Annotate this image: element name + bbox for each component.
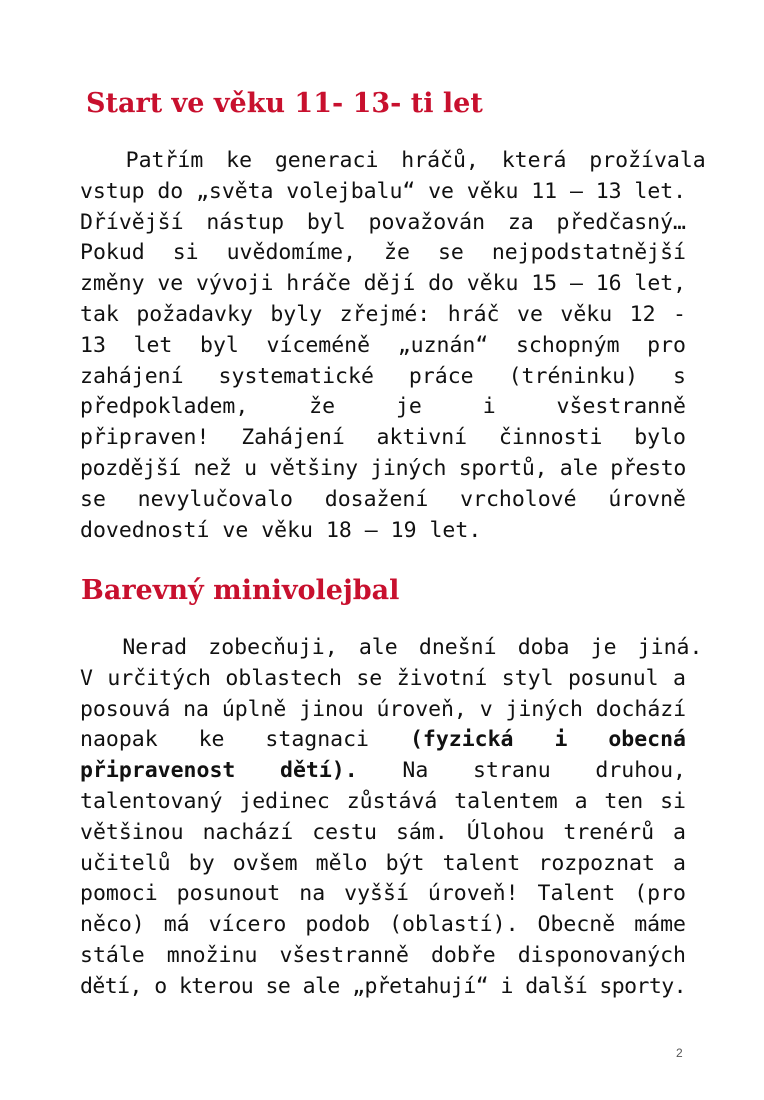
paragraph-line: pomoci posunout na vyšší úroveň! Talent (pro (80, 881, 686, 907)
paragraph-line: V určitých oblastech se životní styl posunul a (80, 665, 686, 691)
paragraph-line: dovedností ve věku 18 – 19 let. (80, 517, 482, 543)
paragraph-line: většinou nachází cestu sám. Úlohou trenérů a (80, 819, 686, 845)
paragraph-line-mixed (80, 756, 686, 787)
paragraph-line: Nerad zobecňuji, ale dnešní doba je jiná. (80, 635, 703, 660)
paragraph-line: stále množinu všestranně dobře disponovaných (80, 942, 686, 968)
paragraph-line: tak požadavky byly zřejmé: hráč ve věku 12 - (80, 301, 686, 327)
bold-phrase: (fyzická i obecná (409, 727, 686, 753)
line-text: Na stranu druhou, (402, 758, 686, 784)
paragraph-line-mixed (80, 725, 686, 756)
paragraph-minivolejbal (80, 633, 703, 1003)
paragraph-line: Pokud si uvědomíme, že se nejpodstatnější (80, 240, 686, 266)
line-text: naopak ke stagnaci (80, 727, 369, 753)
section-heading-minivolejbal: Barevný minivolejbal (81, 575, 400, 606)
paragraph-line: pozdější než u většiny jiných sportů, ale přesto (80, 455, 686, 481)
paragraph-line: Dřívější nástup byl považován za předčasný… (80, 209, 686, 235)
paragraph-line: připraven! Zahájení aktivní činnosti bylo (80, 425, 686, 451)
section-heading-start: Start ve věku 11- 13- ti let (86, 88, 483, 119)
paragraph-line: změny ve vývoji hráče dějí do věku 15 – 16 let, (80, 271, 686, 297)
paragraph-line: něco) má vícero podob (oblastí). Obecně máme (80, 912, 686, 938)
paragraph-line: Patřím ke generaci hráčů, která prožívala (80, 148, 706, 173)
paragraph-line: učitelů by ovšem mělo být talent rozpoznat a (80, 850, 686, 876)
paragraph-line: talentovaný jedinec zůstává talentem a ten si (80, 788, 686, 814)
paragraph-line: se nevylučovalo dosažení vrcholové úrovně (80, 486, 686, 512)
paragraph-start (80, 146, 706, 546)
bold-phrase: připravenost dětí). (80, 758, 358, 784)
paragraph-line: zahájení systematické práce (tréninku) s (80, 363, 686, 389)
paragraph-line: posouvá na úplně jinou úroveň, v jiných dochází (80, 696, 686, 722)
page-number: 2 (676, 1046, 683, 1060)
paragraph-line: vstup do „světa volejbalu“ ve věku 11 – 13 let. (80, 178, 686, 204)
paragraph-line: dětí, o kterou se ale „přetahují“ i další sporty. (80, 973, 686, 999)
paragraph-line: předpokladem, že je i všestranně (80, 394, 686, 420)
paragraph-line: 13 let byl víceméně „uznán“ schopným pro (80, 332, 686, 358)
